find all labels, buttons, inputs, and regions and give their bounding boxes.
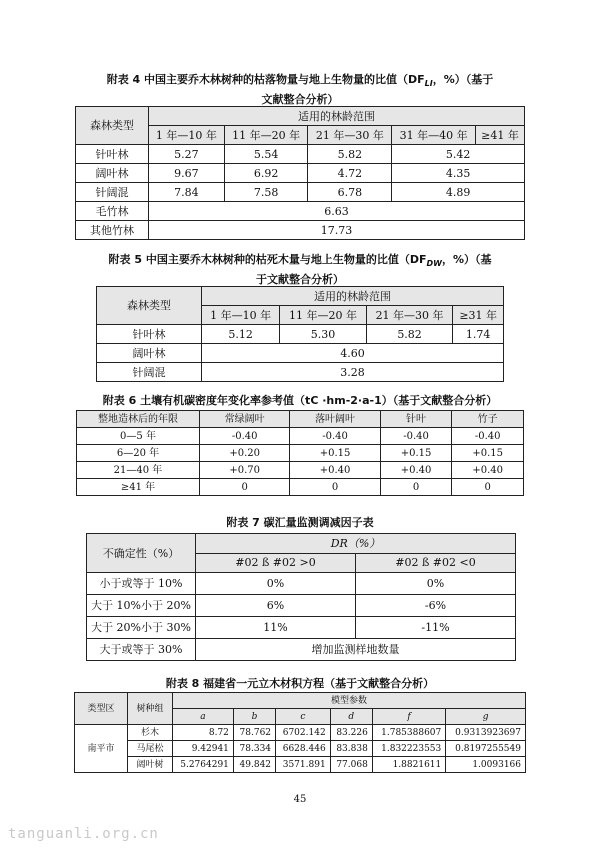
t5-cell: 5.12	[202, 325, 280, 344]
t6-cell: +0.70	[200, 462, 290, 479]
t4-age-col: ≥41 年	[475, 126, 524, 145]
table-row	[97, 363, 504, 382]
table-row	[76, 145, 525, 164]
table-row	[76, 221, 525, 240]
t7-cell: -6%	[356, 595, 516, 617]
t8-cell: 3571.891	[276, 757, 331, 773]
t4-cell: 7.58	[224, 183, 308, 202]
t4-cell: 5.54	[224, 145, 308, 164]
t4-cell: 6.63	[149, 202, 525, 221]
t5-row-type: 阔叶林	[97, 344, 202, 363]
t6-cell: +0.20	[200, 445, 290, 462]
table-row	[77, 428, 524, 445]
t8-species: 杉木	[128, 725, 173, 741]
t5-age-col: 21 年—30 年	[366, 306, 453, 325]
t7-cell: 0%	[196, 573, 356, 595]
t8-header-species: 树种组	[128, 693, 173, 725]
t6-cell: -0.40	[380, 428, 452, 445]
table-row	[76, 202, 525, 221]
t4-header-range: 适用的林龄范围	[149, 107, 525, 126]
t8-species: 阔叶树	[128, 757, 173, 773]
t8-species: 马尾松	[128, 741, 173, 757]
t7-row-label: 小于或等于 10%	[87, 573, 196, 595]
t4-age-col: 1 年—10 年	[149, 126, 225, 145]
watermark: tanguanli.org.cn	[8, 826, 159, 842]
t8-param-name: g	[446, 709, 526, 725]
table7-caption-text: 附表 7 碳汇量监测调减因子表	[226, 516, 374, 529]
table-row	[87, 595, 516, 617]
t6-cell: 0	[380, 479, 452, 496]
table4	[75, 106, 525, 240]
t6-cell: 6—20 年	[77, 445, 200, 462]
t8-cell: 8.72	[173, 725, 234, 741]
t8-cell: 49.842	[233, 757, 275, 773]
t4-cell: 6.92	[224, 164, 308, 183]
table-row	[76, 183, 525, 202]
t5-cell: 1.74	[453, 325, 504, 344]
t4-cell: 9.67	[149, 164, 225, 183]
t7-cell: 11%	[196, 617, 356, 639]
t4-row-type: 针阔混	[76, 183, 149, 202]
t5-cell: 4.60	[202, 344, 504, 363]
t6-header: 常绿阔叶	[200, 411, 290, 428]
t5-cell: 5.30	[280, 325, 367, 344]
t7-sub-left: #02 ß #02 >0	[196, 553, 356, 573]
t8-param-name: c	[276, 709, 331, 725]
t6-cell: +0.40	[290, 462, 380, 479]
t4-age-col: 21 年—30 年	[308, 126, 392, 145]
table-row	[77, 445, 524, 462]
t7-cell: 增加监测样地数量	[196, 639, 516, 661]
table8	[74, 692, 526, 773]
table7-caption	[0, 515, 600, 531]
t4-cell: 5.82	[308, 145, 392, 164]
t6-cell: ≥41 年	[77, 479, 200, 496]
t8-cell: 1.832223553	[372, 741, 445, 757]
table8-caption-text: 附表 8 福建省一元立木材积方程（基于文献整合分析）	[165, 677, 435, 690]
t4-cell: 6.78	[308, 183, 392, 202]
table7	[86, 533, 516, 661]
table-row	[76, 164, 525, 183]
t6-cell: 0	[452, 479, 524, 496]
table-row	[87, 639, 516, 661]
t6-cell: -0.40	[200, 428, 290, 445]
table8-caption	[0, 676, 600, 692]
t8-cell: 1.0093166	[446, 757, 526, 773]
t8-cell: 78.762	[233, 725, 275, 741]
table-row	[75, 725, 526, 741]
t6-cell: -0.40	[290, 428, 380, 445]
table-row	[77, 462, 524, 479]
t4-cell: 7.84	[149, 183, 225, 202]
t8-header-region: 类型区	[75, 693, 128, 725]
t6-cell: 0—5 年	[77, 428, 200, 445]
t8-param-name: f	[372, 709, 445, 725]
t8-param-name: a	[173, 709, 234, 725]
table4-caption-end: ，%）（基于	[432, 73, 494, 86]
t8-param-name: b	[233, 709, 275, 725]
t6-cell: 0	[200, 479, 290, 496]
table-row	[87, 573, 516, 595]
t8-cell: 1.785388607	[372, 725, 445, 741]
table5	[96, 286, 504, 382]
t7-header-uncertainty: 不确定性（%）	[87, 534, 196, 573]
t6-header: 针叶	[380, 411, 452, 428]
t8-cell: 1.8821611	[372, 757, 445, 773]
table-row	[87, 617, 516, 639]
page-number: 45	[293, 794, 307, 805]
t5-row-type: 针叶林	[97, 325, 202, 344]
t7-row-label: 大于或等于 30%	[87, 639, 196, 661]
table6	[76, 410, 524, 496]
table4-caption-line2: 文献整合分析）	[261, 93, 339, 107]
table4-caption-sub: LI	[424, 79, 433, 89]
t4-cell: 4.89	[392, 183, 525, 202]
t4-cell: 5.42	[392, 145, 525, 164]
t8-cell: 6628.446	[276, 741, 331, 757]
t5-age-col: 1 年—10 年	[202, 306, 280, 325]
table6-caption	[0, 393, 600, 409]
t7-cell: -11%	[356, 617, 516, 639]
table5-caption-sub: DW	[426, 259, 442, 269]
t8-param-name: d	[330, 709, 372, 725]
t5-age-col: 11 年—20 年	[280, 306, 367, 325]
t7-row-label: 大于 10%小于 20%	[87, 595, 196, 617]
t6-cell: +0.15	[380, 445, 452, 462]
table4-caption-text: 附表 4 中国主要乔木林树种的枯落物量与地上生物量的比值（DF	[106, 73, 425, 86]
t7-sub-right: #02 ß #02 <0	[356, 553, 516, 573]
t4-row-type: 针叶林	[76, 145, 149, 164]
t4-age-col: 11 年—20 年	[224, 126, 308, 145]
t4-header-type: 森林类型	[76, 107, 149, 145]
t6-cell: -0.40	[452, 428, 524, 445]
t4-row-type: 其他竹林	[76, 221, 149, 240]
t6-header: 竹子	[452, 411, 524, 428]
t5-age-col: ≥31 年	[453, 306, 504, 325]
t8-cell: 9.42941	[173, 741, 234, 757]
table-row	[97, 344, 504, 363]
t6-cell: +0.40	[452, 462, 524, 479]
t7-cell: 0%	[356, 573, 516, 595]
table4-caption	[0, 72, 600, 108]
t6-header: 落叶阔叶	[290, 411, 380, 428]
t4-age-col: 31 年—40 年	[392, 126, 476, 145]
t4-row-type: 毛竹林	[76, 202, 149, 221]
t7-header-dr: DR（%）	[196, 534, 516, 554]
t6-cell: +0.15	[290, 445, 380, 462]
t7-row-label: 大于 20%小于 30%	[87, 617, 196, 639]
t8-cell: 77.068	[330, 757, 372, 773]
t4-row-type: 阔叶林	[76, 164, 149, 183]
t4-cell: 17.73	[149, 221, 525, 240]
table-row	[97, 325, 504, 344]
t6-header: 整地造林后的年限	[77, 411, 200, 428]
t6-cell: 21—40 年	[77, 462, 200, 479]
t8-cell: 78.334	[233, 741, 275, 757]
t8-cell: 83.838	[330, 741, 372, 757]
table6-caption-text: 附表 6 土壤有机碳密度年变化率参考值（tC ·hm-2·a-1）（基于文献整合分析）	[102, 394, 498, 407]
table5-caption-end: ，%）（基	[441, 253, 492, 266]
t8-cell: 6702.142	[276, 725, 331, 741]
t6-cell: 0	[290, 479, 380, 496]
table5-caption-text: 附表 5 中国主要乔木林树种的枯死木量与地上生物量的比值（DF	[108, 253, 427, 266]
t4-cell: 4.35	[392, 164, 525, 183]
t7-cell: 6%	[196, 595, 356, 617]
t8-cell: 0.9313923697	[446, 725, 526, 741]
table5-caption	[0, 252, 600, 288]
t5-row-type: 针阔混	[97, 363, 202, 382]
t8-cell: 83.226	[330, 725, 372, 741]
table-row	[75, 757, 526, 773]
t8-cell: 5.2764291	[173, 757, 234, 773]
t5-header-type: 森林类型	[97, 287, 202, 325]
t8-header-params: 模型参数	[173, 693, 526, 709]
t4-cell: 5.27	[149, 145, 225, 164]
table5-caption-line2: 于文献整合分析）	[256, 273, 344, 287]
t5-header-range: 适用的林龄范围	[202, 287, 504, 306]
t4-cell: 4.72	[308, 164, 392, 183]
t6-cell: +0.40	[380, 462, 452, 479]
t5-cell: 3.28	[202, 363, 504, 382]
t8-cell: 0.8197255549	[446, 741, 526, 757]
table-row	[77, 479, 524, 496]
table-row	[75, 741, 526, 757]
t6-cell: +0.15	[452, 445, 524, 462]
t8-region: 南平市	[75, 725, 128, 773]
t5-cell: 5.82	[366, 325, 453, 344]
